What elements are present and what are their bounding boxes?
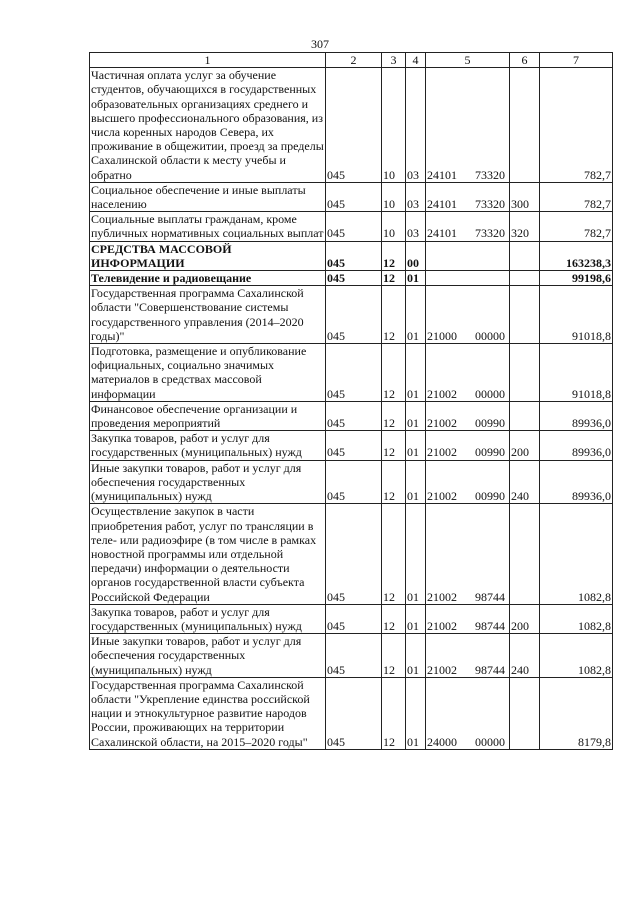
table-row bbox=[90, 271, 613, 286]
section-code: 12 bbox=[382, 604, 406, 633]
row-name: Подготовка, размещение и опубликование официальных, социально значимых материалов в средствах массовой информации bbox=[90, 344, 326, 402]
ministry-code: 045 bbox=[326, 504, 382, 604]
expense-type-code: 200 bbox=[510, 431, 540, 460]
target-article-code bbox=[426, 271, 510, 286]
table-row bbox=[90, 460, 613, 504]
table-row bbox=[90, 431, 613, 460]
ministry-code: 045 bbox=[326, 182, 382, 211]
program-code: 24000 bbox=[427, 734, 457, 749]
column-header: 1 bbox=[90, 53, 326, 68]
subsection-code: 03 bbox=[406, 212, 426, 241]
table-row bbox=[90, 182, 613, 211]
target-article-code bbox=[426, 286, 510, 344]
section-code: 12 bbox=[382, 344, 406, 402]
target-article-code bbox=[426, 344, 510, 402]
subsection-code: 01 bbox=[406, 431, 426, 460]
row-name: Финансовое обеспечение организации и проведения мероприятий bbox=[90, 401, 326, 430]
row-name: Телевидение и радиовещание bbox=[90, 271, 326, 286]
target-article-code bbox=[426, 68, 510, 183]
table-row bbox=[90, 344, 613, 402]
row-name: Закупка товаров, работ и услуг для государственных (муниципальных) нужд bbox=[90, 604, 326, 633]
expense-type-code: 240 bbox=[510, 634, 540, 678]
direction-code: 73320 bbox=[475, 226, 505, 241]
ministry-code: 045 bbox=[326, 431, 382, 460]
amount: 89936,0 bbox=[540, 460, 613, 504]
ministry-code: 045 bbox=[326, 212, 382, 241]
section-code: 12 bbox=[382, 504, 406, 604]
amount: 8179,8 bbox=[540, 677, 613, 749]
amount: 89936,0 bbox=[540, 431, 613, 460]
direction-code: 73320 bbox=[475, 197, 505, 212]
program-code: 21002 bbox=[427, 445, 457, 460]
amount: 89936,0 bbox=[540, 401, 613, 430]
table-row bbox=[90, 401, 613, 430]
amount: 1082,8 bbox=[540, 634, 613, 678]
ministry-code: 045 bbox=[326, 68, 382, 183]
row-name: СРЕДСТВА МАССОВОЙ ИНФОРМАЦИИ bbox=[90, 241, 326, 270]
table-row bbox=[90, 504, 613, 604]
target-article-code bbox=[426, 460, 510, 504]
program-code: 24101 bbox=[427, 167, 457, 182]
subsection-code: 01 bbox=[406, 286, 426, 344]
section-code: 12 bbox=[382, 401, 406, 430]
row-name: Государственная программа Сахалинской области "Укрепление единства российской нации и этнокультурное развитие народов России, проживающих на территории Сахалинской области, на 2015–2020 годы" bbox=[90, 677, 326, 749]
direction-code: 98744 bbox=[475, 589, 505, 604]
table-row bbox=[90, 604, 613, 633]
expense-type-code: 300 bbox=[510, 182, 540, 211]
direction-code: 00990 bbox=[475, 489, 505, 504]
program-code: 24101 bbox=[427, 197, 457, 212]
subsection-code: 01 bbox=[406, 460, 426, 504]
table-row bbox=[90, 241, 613, 270]
column-header: 6 bbox=[510, 53, 540, 68]
target-article-code bbox=[426, 401, 510, 430]
amount: 163238,3 bbox=[540, 241, 613, 270]
direction-code: 98744 bbox=[475, 662, 505, 677]
section-code: 12 bbox=[382, 460, 406, 504]
amount: 91018,8 bbox=[540, 286, 613, 344]
ministry-code: 045 bbox=[326, 401, 382, 430]
table-row bbox=[90, 634, 613, 678]
ministry-code: 045 bbox=[326, 604, 382, 633]
expense-type-code bbox=[510, 286, 540, 344]
table-row bbox=[90, 68, 613, 183]
expense-type-code bbox=[510, 344, 540, 402]
row-name: Государственная программа Сахалинской области "Совершенствование системы государственного управления (2014–2020 годы)" bbox=[90, 286, 326, 344]
row-name: Закупка товаров, работ и услуг для государственных (муниципальных) нужд bbox=[90, 431, 326, 460]
row-name: Осуществление закупок в части приобретения работ, услуг по трансляции в теле- или радиоэфире (в том числе в рамках новостной программы или отдельной передачи) информации о деятельности органов государственной власти субъекта Российской Федерации bbox=[90, 504, 326, 604]
expense-type-code bbox=[510, 241, 540, 270]
row-name: Социальное обеспечение и иные выплаты населению bbox=[90, 182, 326, 211]
section-code: 12 bbox=[382, 431, 406, 460]
direction-code: 00000 bbox=[475, 328, 505, 343]
target-article-code bbox=[426, 241, 510, 270]
target-article-code bbox=[426, 212, 510, 241]
subsection-code: 01 bbox=[406, 344, 426, 402]
table-row bbox=[90, 286, 613, 344]
column-header: 7 bbox=[540, 53, 613, 68]
amount: 782,7 bbox=[540, 182, 613, 211]
amount: 99198,6 bbox=[540, 271, 613, 286]
expense-type-code bbox=[510, 677, 540, 749]
row-name: Частичная оплата услуг за обучение студентов, обучающихся в государственных образовательных организациях среднего и высшего профессионального образования, из числа коренных народов Севера, их проживание в общежитии, проезд за пределы Сахалинской области к месту учебы и обратно bbox=[91, 68, 324, 182]
program-code: 21002 bbox=[427, 489, 457, 504]
direction-code: 00990 bbox=[475, 416, 505, 431]
ministry-code: 045 bbox=[326, 634, 382, 678]
column-header: 2 bbox=[326, 53, 382, 68]
expense-type-code bbox=[510, 504, 540, 604]
ministry-code: 045 bbox=[326, 677, 382, 749]
program-code: 21002 bbox=[427, 618, 457, 633]
column-header: 5 bbox=[426, 53, 510, 68]
table-header-row bbox=[90, 53, 613, 68]
direction-code: 00000 bbox=[475, 734, 505, 749]
subsection-code: 01 bbox=[406, 634, 426, 678]
subsection-code: 01 bbox=[406, 677, 426, 749]
section-code: 10 bbox=[382, 212, 406, 241]
expense-type-code: 200 bbox=[510, 604, 540, 633]
ministry-code: 045 bbox=[326, 286, 382, 344]
subsection-code: 01 bbox=[406, 504, 426, 604]
amount: 1082,8 bbox=[540, 604, 613, 633]
expense-type-code bbox=[510, 68, 540, 183]
direction-code: 00000 bbox=[475, 386, 505, 401]
section-code: 12 bbox=[382, 634, 406, 678]
expense-type-code: 240 bbox=[510, 460, 540, 504]
ministry-code: 045 bbox=[326, 271, 382, 286]
amount: 91018,8 bbox=[540, 344, 613, 402]
subsection-code: 01 bbox=[406, 401, 426, 430]
program-code: 21000 bbox=[427, 328, 457, 343]
target-article-code bbox=[426, 677, 510, 749]
amount: 782,7 bbox=[540, 68, 613, 183]
budget-table bbox=[89, 52, 613, 750]
ministry-code: 045 bbox=[326, 241, 382, 270]
row-name: Социальные выплаты гражданам, кроме публичных нормативных социальных выплат bbox=[91, 212, 324, 241]
section-code: 12 bbox=[382, 241, 406, 270]
row-name: Иные закупки товаров, работ и услуг для обеспечения государственных (муниципальных) нужд bbox=[90, 460, 326, 504]
amount: 782,7 bbox=[540, 212, 613, 241]
subsection-code: 01 bbox=[406, 604, 426, 633]
target-article-code bbox=[426, 504, 510, 604]
expense-type-code: 320 bbox=[510, 212, 540, 241]
direction-code: 73320 bbox=[475, 167, 505, 182]
column-header: 3 bbox=[382, 53, 406, 68]
program-code: 21002 bbox=[427, 662, 457, 677]
subsection-code: 03 bbox=[406, 182, 426, 211]
subsection-code: 00 bbox=[406, 241, 426, 270]
column-header: 4 bbox=[406, 53, 426, 68]
amount: 1082,8 bbox=[540, 504, 613, 604]
target-article-code bbox=[426, 431, 510, 460]
expense-type-code bbox=[510, 271, 540, 286]
ministry-code: 045 bbox=[326, 460, 382, 504]
target-article-code bbox=[426, 182, 510, 211]
table-row bbox=[90, 677, 613, 749]
direction-code: 00990 bbox=[475, 445, 505, 460]
program-code: 21002 bbox=[427, 589, 457, 604]
section-code: 12 bbox=[382, 677, 406, 749]
target-article-code bbox=[426, 604, 510, 633]
program-code: 21002 bbox=[427, 416, 457, 431]
ministry-code: 045 bbox=[326, 344, 382, 402]
section-code: 10 bbox=[382, 182, 406, 211]
subsection-code: 03 bbox=[406, 68, 426, 183]
program-code: 24101 bbox=[427, 226, 457, 241]
subsection-code: 01 bbox=[406, 271, 426, 286]
section-code: 12 bbox=[382, 286, 406, 344]
program-code: 21002 bbox=[427, 386, 457, 401]
section-code: 12 bbox=[382, 271, 406, 286]
target-article-code bbox=[426, 634, 510, 678]
section-code: 10 bbox=[382, 68, 406, 183]
table-row bbox=[90, 212, 613, 241]
row-name: Иные закупки товаров, работ и услуг для обеспечения государственных (муниципальных) нужд bbox=[90, 634, 326, 678]
expense-type-code bbox=[510, 401, 540, 430]
page-number: 307 bbox=[311, 37, 329, 51]
direction-code: 98744 bbox=[475, 618, 505, 633]
